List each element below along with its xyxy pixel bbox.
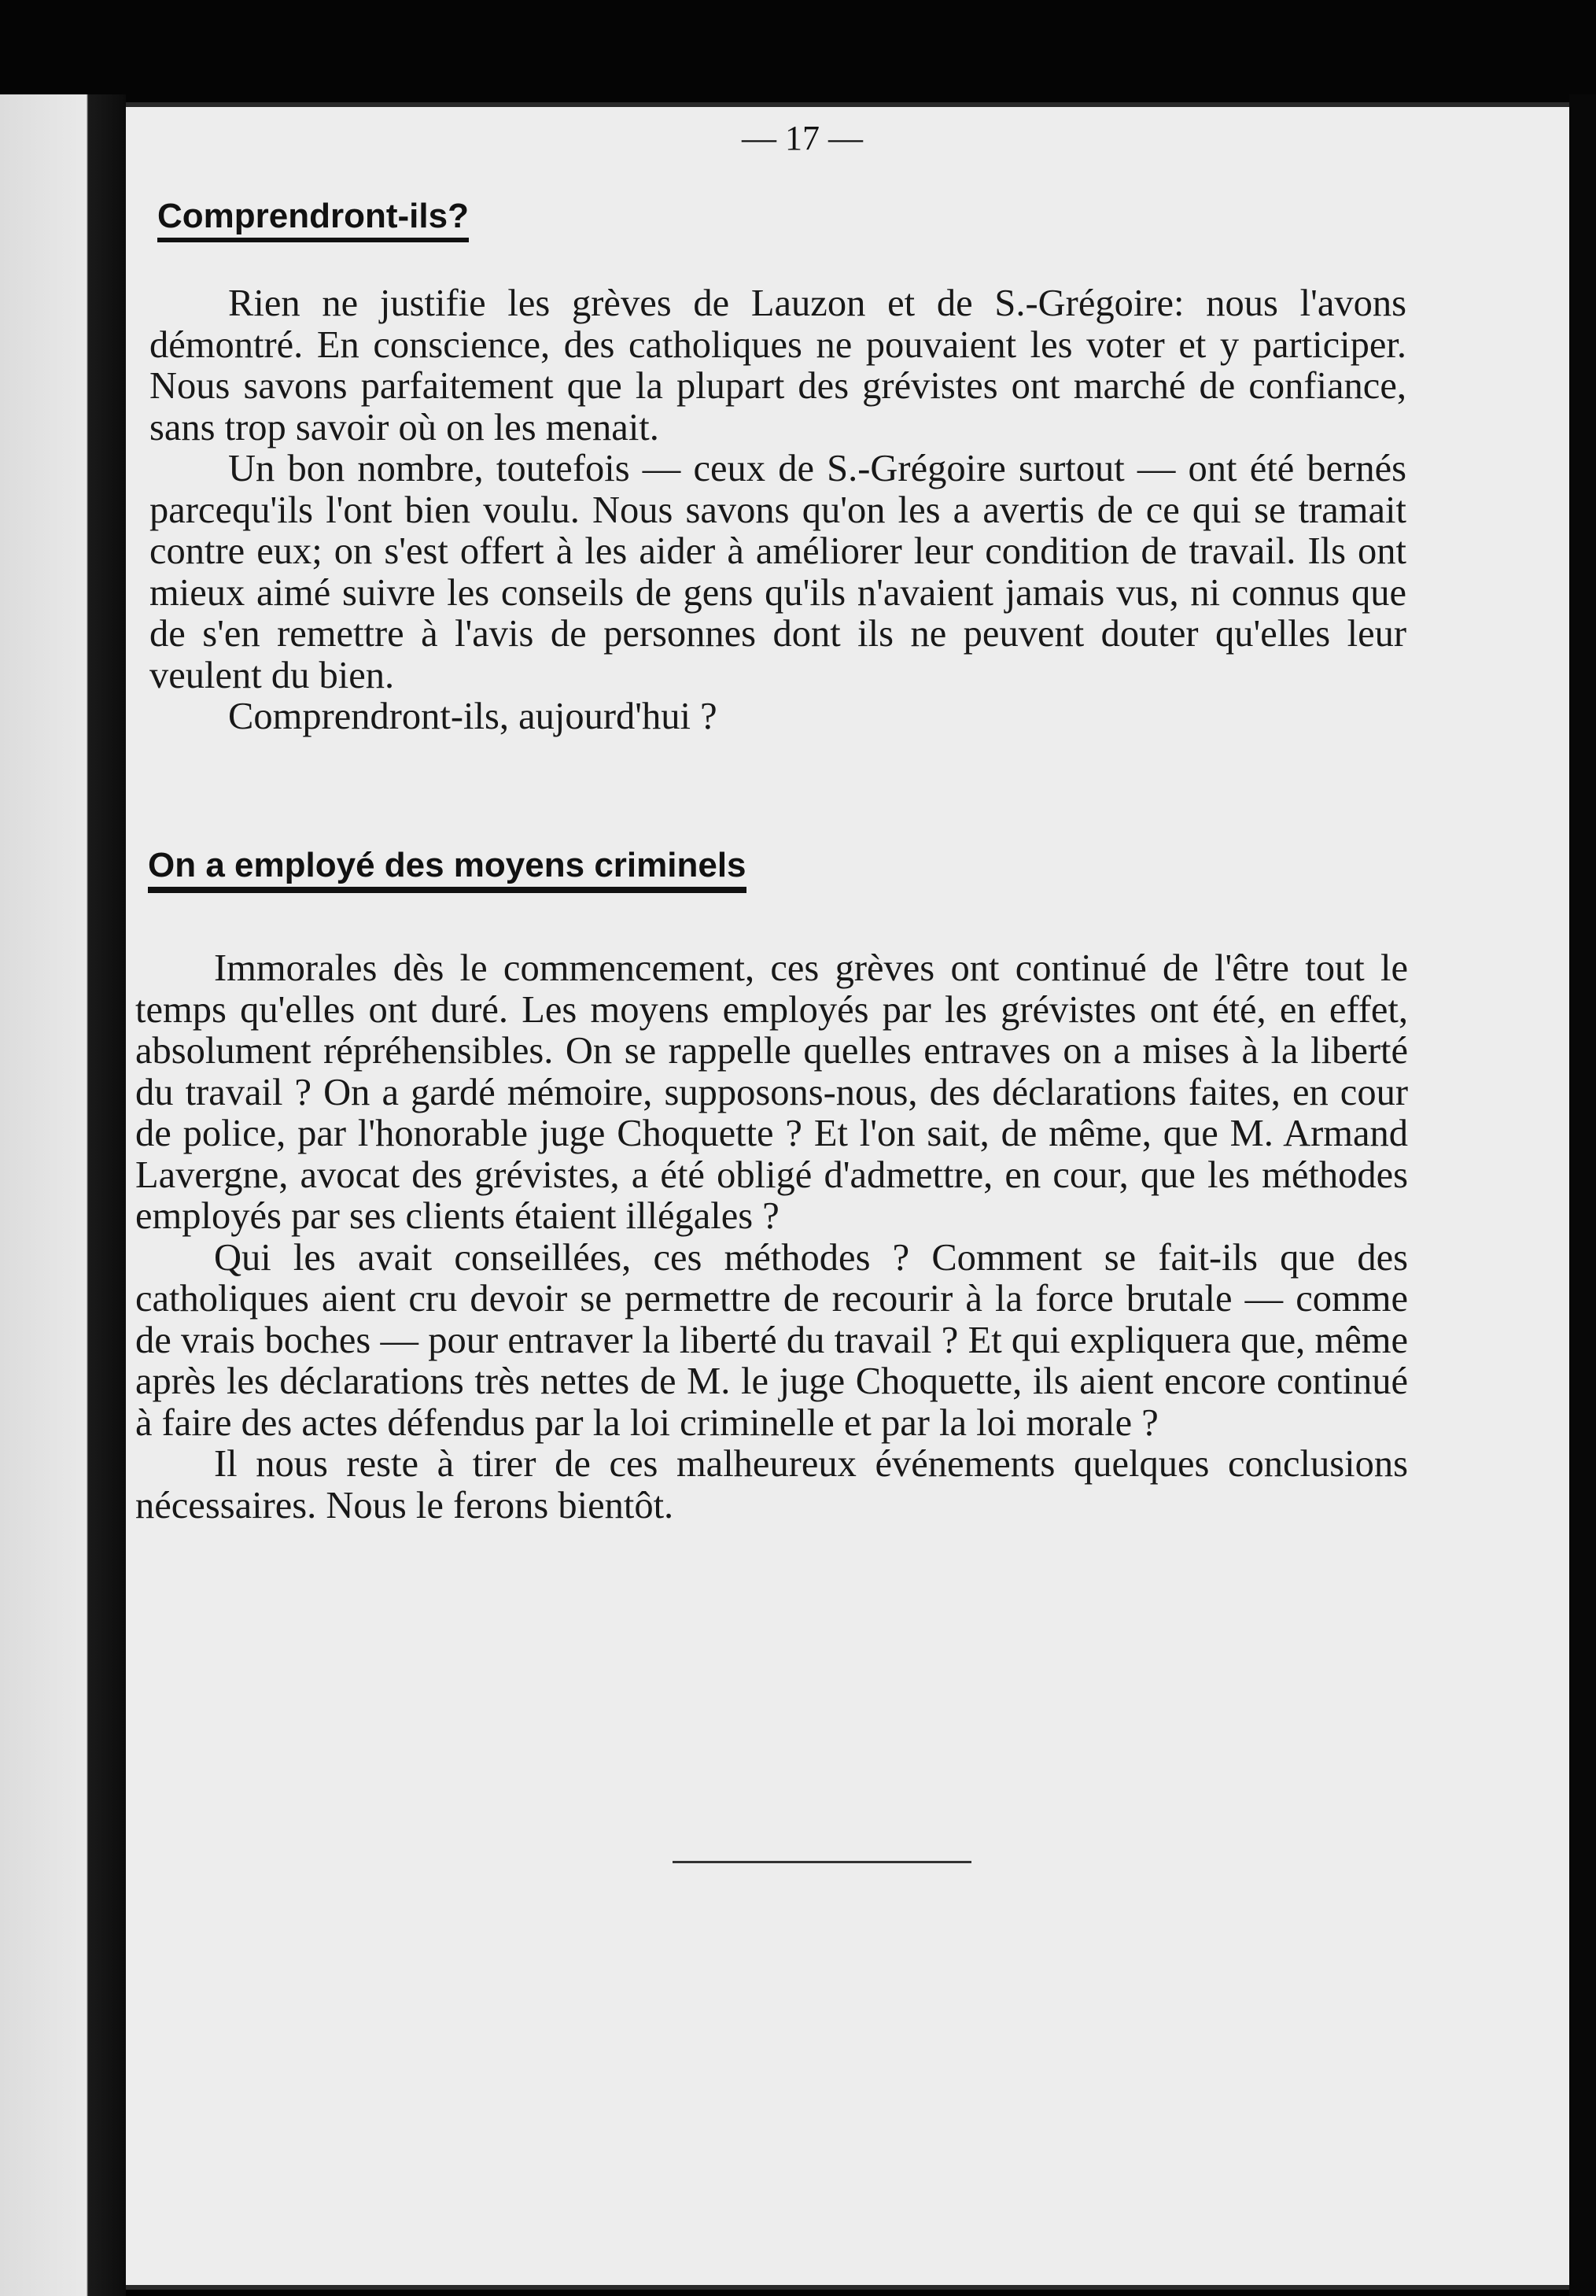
scan-background-top: [0, 0, 1596, 110]
paragraph: Il nous reste à tirer de ces malheureux événements quelques conclusions nécessaires. Nous le ferons bientôt.: [135, 1443, 1408, 1526]
page-number: — 17 —: [742, 119, 863, 157]
end-divider: [673, 1861, 971, 1863]
section-heading-comprendront: Comprendront-ils?: [157, 197, 469, 242]
paragraph: Comprendront-ils, aujourd'hui ?: [228, 696, 717, 737]
book-spine: [0, 94, 126, 2296]
paragraph: Un bon nombre, toutefois — ceux de S.-Grégoire surtout — ont été bernés parcequ'ils l'ont bien voulu. Nous savons qu'on les a avertis de ce qui se tramait contre eux; on s'est offert à les aider à améliorer leur condition de travail. Ils ont mieux aimé suivre les conseils de gens qu'ils n'avaient jamais vus, ni connus que de s'en remettre à l'avis de personnes dont ils ne peuvent douter qu'elles leur veulent du bien.: [149, 448, 1406, 696]
paragraph: Qui les avait conseillées, ces méthodes ? Comment se fait-ils que des catholiques aient cru devoir se permettre de recourir à la force brutale — comme de vrais boches — pour entraver la liberté du travail ? Et qui expliquera que, même après les déclarations très nettes de M. le juge Choquette, ils aient encore continué à faire des actes défendus par la loi criminelle et par la loi morale ?: [135, 1236, 1408, 1444]
section-heading-moyens-criminels: On a employé des moyens criminels: [148, 846, 746, 893]
paragraph: Rien ne justifie les grèves de Lauzon et de S.-Grégoire: nous l'avons démontré. En conscience, des catholiques ne pouvaient les voter et y participer. Nous savons parfaitement que la plupart des grévistes ont marché de confiance, sans trop savoir où on les menait.: [149, 282, 1406, 448]
scan-background-right: [1569, 94, 1596, 2296]
section-body-moyens-criminels: [135, 948, 1408, 1526]
paragraph: Immorales dès le commencement, ces grèves ont continué de l'être tout le temps qu'elles ont duré. Les moyens employés par les grévistes ont été, en effet, absolument répréhensibles. On se rappelle quelles entraves on a mises à la liberté du travail ? On a gardé mémoire, supposons-nous, des déclarations faites, en cour de police, par l'honorable juge Choquette ? Et l'on sait, de même, que M. Armand Lavergne, avocat des grévistes, a été obligé d'admettre, en cour, que les méthodes employés par ses clients étaient illégales ?: [135, 947, 1408, 1237]
section-body-comprendront: [149, 283, 1406, 738]
